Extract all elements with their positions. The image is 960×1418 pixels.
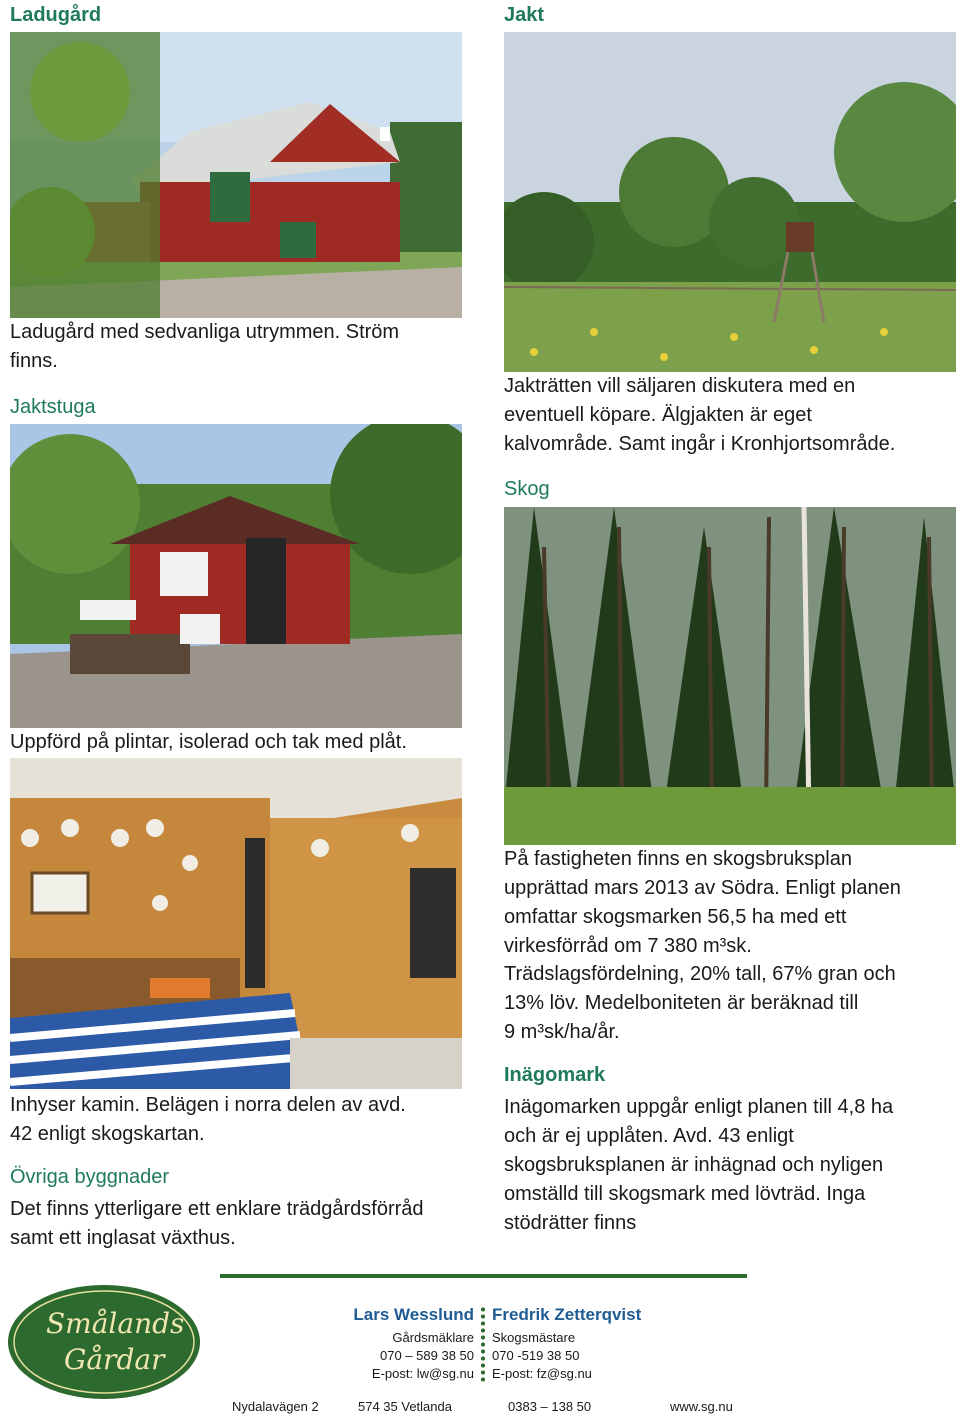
agent-lars-email: E-post: lw@sg.nu <box>371 1366 474 1381</box>
skog-text-line2: upprättad mars 2013 av Södra. Enligt planen <box>504 877 901 899</box>
contact-dotted-separator <box>480 1306 486 1384</box>
ovriga-text-line2: samt ett inglasat växthus. <box>10 1227 236 1249</box>
footer-divider <box>220 1274 747 1278</box>
cabin-interior-photo <box>10 758 462 1089</box>
interior-caption-line2: 42 enligt skogskartan. <box>10 1123 205 1145</box>
footer-website[interactable]: www.sg.nu <box>670 1399 733 1414</box>
ladugard-caption-line1: Ladugård med sedvanliga utrymmen. Ström <box>10 321 400 343</box>
footer-phone: 0383 – 138 50 <box>508 1399 592 1414</box>
ovriga-byggnader-heading: Övriga byggnader <box>10 1166 169 1188</box>
logo-text-line1: Smålands <box>46 1307 185 1340</box>
skog-text-line1: På fastigheten finns en skogsbruksplan <box>504 848 852 870</box>
cabin-photo <box>10 424 462 728</box>
skog-text-line3: omfattar skogsmarken 56,5 ha med ett <box>504 906 847 928</box>
skog-text-line7: 9 m³sk/ha/år. <box>504 1021 620 1043</box>
logo-text-line2: Gårdar <box>64 1343 165 1376</box>
ovriga-text-line1: Det finns ytterligare ett enklare trädgårdsförråd <box>10 1198 424 1220</box>
inagomark-text-line2: och är ej upplåten. Avd. 43 enligt <box>504 1125 794 1147</box>
agent-fredrik-phone: 070 -519 38 50 <box>492 1348 580 1363</box>
skog-text-line6: 13% löv. Medelboniteten är beräknad till <box>504 992 859 1014</box>
agent-lars-name: Lars Wesslund <box>353 1305 474 1324</box>
barn-photo <box>10 32 462 318</box>
forest-photo <box>504 507 956 845</box>
smalands-gardar-logo <box>6 1283 202 1401</box>
jakt-text-line3: kalvområde. Samt ingår i Kronhjortsområde. <box>504 433 896 455</box>
jakt-text-line2: eventuell köpare. Älgjakten är eget <box>504 404 812 426</box>
agent-fredrik-name: Fredrik Zetterqvist <box>492 1305 642 1324</box>
skog-text-line4: virkesförråd om 7 380 m³sk. <box>504 935 752 957</box>
inagomark-text-line5: stödrätter finns <box>504 1212 637 1234</box>
skog-text-line5: Trädslagsfördelning, 20% tall, 67% gran och <box>504 963 896 985</box>
footer-street: Nydalavägen 2 <box>232 1399 319 1414</box>
inagomark-text-line1: Inägomarken uppgår enligt planen till 4,8 ha <box>504 1096 894 1118</box>
footer-postal: 574 35 Vetlanda <box>358 1399 452 1414</box>
skog-heading: Skog <box>504 478 550 500</box>
interior-caption-line1: Inhyser kamin. Belägen i norra delen av avd. <box>10 1094 406 1116</box>
agent-fredrik-role: Skogsmästare <box>492 1330 576 1345</box>
jakt-text-line1: Jakträtten vill säljaren diskutera med en <box>504 375 856 397</box>
ladugard-caption-line2: finns. <box>10 350 58 372</box>
inagomark-text-line3: skogsbruksplanen är inhägnad och nyligen <box>504 1154 884 1176</box>
jaktstuga-heading: Jaktstuga <box>10 396 96 418</box>
hunting-tower-photo <box>504 32 956 372</box>
agent-lars-role: Gårdsmäklare <box>392 1330 474 1345</box>
agent-lars-block <box>340 1305 474 1383</box>
inagomark-heading: Inägomark <box>504 1064 606 1086</box>
agent-lars-phone: 070 – 589 38 50 <box>380 1348 474 1363</box>
agent-fredrik-email: E-post: fz@sg.nu <box>492 1366 592 1381</box>
inagomark-text-line4: omställd till skogsmark med lövträd. Inga <box>504 1183 866 1205</box>
jakt-heading: Jakt <box>504 4 545 26</box>
ladugard-heading: Ladugård <box>10 4 102 26</box>
jaktstuga-caption: Uppförd på plintar, isolerad och tak med plåt. <box>10 731 407 753</box>
agent-fredrik-block <box>492 1305 672 1383</box>
